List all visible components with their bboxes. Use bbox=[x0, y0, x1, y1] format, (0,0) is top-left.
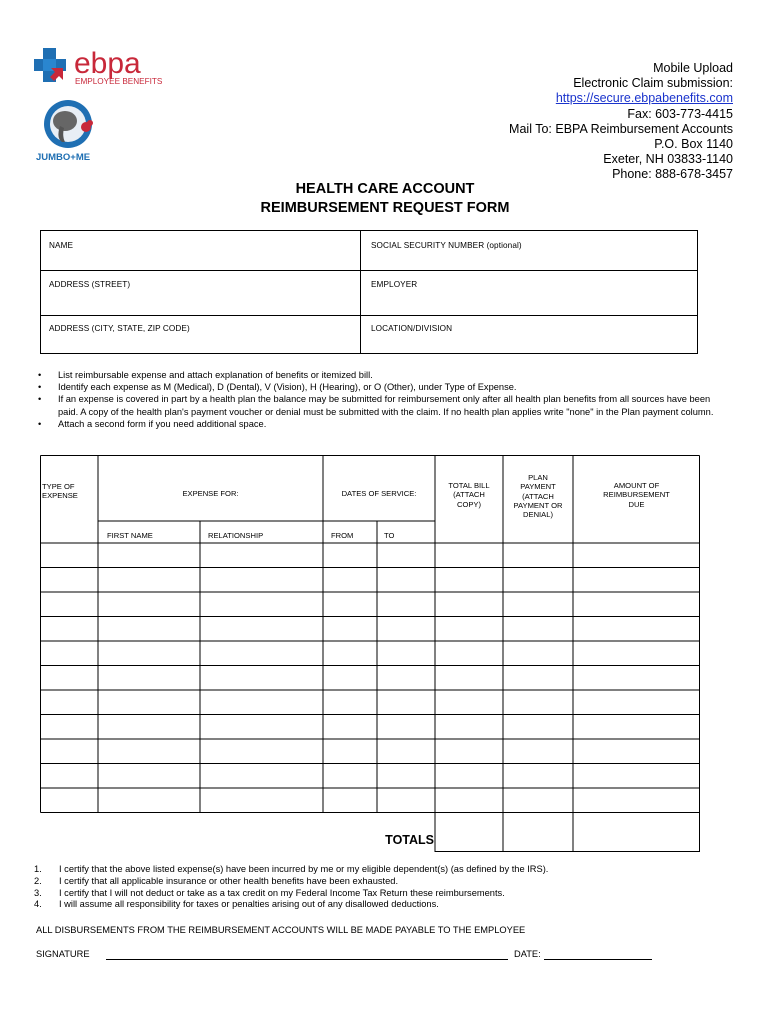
disbursement-note: ALL DISBURSEMENTS FROM THE REIMBURSEMENT ACCOUNTS WILL BE MADE PAYABLE TO THE EMPLOYEE bbox=[36, 925, 526, 935]
header-expense-for: EXPENSE FOR: bbox=[182, 489, 239, 498]
form-title-line2: REIMBURSEMENT REQUEST FORM bbox=[260, 200, 510, 216]
certification-item: 4. I will assume all responsibility for taxes or penalties arising out of any disallowed deductions. bbox=[34, 899, 439, 910]
form-title-line1: HEALTH CARE ACCOUNT bbox=[295, 181, 475, 197]
certification-list bbox=[34, 864, 548, 911]
ssn-field[interactable]: SOCIAL SECURITY NUMBER (optional) bbox=[371, 241, 522, 250]
instruction-item: • List reimbursable expense and attach explanation of benefits or itemized bill. bbox=[38, 370, 373, 380]
expense-table bbox=[40, 455, 700, 852]
header-total-bill: TOTAL BILL (ATTACH COPY) bbox=[448, 481, 490, 509]
employee-info-box bbox=[40, 230, 698, 354]
totals-label: TOTALS bbox=[385, 833, 434, 847]
bullet-icon: • bbox=[38, 382, 42, 393]
medical-cross-icon bbox=[34, 48, 66, 82]
claim-submission-link[interactable]: https://secure.ebpabenefits.com bbox=[555, 91, 733, 106]
info-divider bbox=[360, 231, 361, 353]
jumbo-me-logo bbox=[34, 98, 114, 164]
signature-label: SIGNATURE bbox=[36, 949, 90, 959]
form-title bbox=[0, 180, 770, 218]
subheader-first-name: FIRST NAME bbox=[107, 531, 153, 540]
instruction-item: • Identify each expense as M (Medical), D (Dental), V (Vision), H (Hearing), or O (Other), under Type of Expense. bbox=[38, 382, 517, 393]
signature-line[interactable] bbox=[106, 959, 508, 960]
subheader-to: TO bbox=[384, 531, 395, 540]
contact-block bbox=[509, 61, 733, 183]
certification-item: 2. I certify that all applicable insurance or other health benefits have been exhausted. bbox=[34, 875, 399, 886]
subheader-from: FROM bbox=[331, 531, 354, 540]
header-type-of-expense: TYPE OF EXPENSE bbox=[42, 482, 78, 501]
instruction-item: • If an expense is covered in part by a health plan the balance may be submitted for reimbursement only after all health plan benefits from all sources have been paid. A copy of the health plan's payment voucher or denial must be submitted with the claim. If no health plan applies write "none" in the Plan payment column. bbox=[38, 394, 714, 417]
elephant-emblem-icon bbox=[44, 100, 93, 148]
phone-number: Phone: 888-678-3457 bbox=[612, 167, 733, 182]
mobile-upload: Mobile Upload bbox=[653, 61, 733, 75]
subheader-relationship: RELATIONSHIP bbox=[208, 531, 264, 540]
address-city-field[interactable]: ADDRESS (CITY, STATE, ZIP CODE) bbox=[49, 324, 190, 333]
info-row-divider bbox=[41, 315, 697, 316]
employer-field[interactable]: EMPLOYER bbox=[371, 280, 418, 289]
instructions-list bbox=[38, 369, 728, 430]
city-state-zip: Exeter, NH 03833-1140 bbox=[603, 152, 733, 167]
instruction-item: • Attach a second form if you need additional space. bbox=[38, 418, 267, 429]
ebpa-logo-text: ebpa bbox=[74, 47, 141, 80]
fax-number: Fax: 603-773-4415 bbox=[627, 106, 733, 121]
expense-table-grid bbox=[40, 455, 700, 852]
electronic-submission-label: Electronic Claim submission: bbox=[573, 76, 733, 91]
location-division-field[interactable]: LOCATION/DIVISION bbox=[371, 324, 453, 333]
po-box: P.O. Box 1140 bbox=[654, 137, 733, 152]
ebpa-logo-tagline: EMPLOYEE BENEFITS bbox=[75, 77, 163, 86]
header-plan-payment: PLAN PAYMENT (ATTACH PAYMENT OR DENIAL) bbox=[513, 473, 563, 520]
mail-to: Mail To: EBPA Reimbursement Accounts bbox=[509, 121, 733, 136]
jumbo-me-text: JUMBO+ME bbox=[36, 152, 91, 163]
name-field[interactable]: NAME bbox=[49, 241, 74, 250]
bullet-icon: • bbox=[38, 370, 42, 380]
bullet-icon: • bbox=[38, 418, 42, 429]
date-label: DATE: bbox=[514, 949, 541, 959]
address-street-field[interactable]: ADDRESS (STREET) bbox=[49, 280, 131, 289]
header-dates-of-service: DATES OF SERVICE: bbox=[341, 489, 417, 498]
ebpa-logo bbox=[34, 46, 194, 90]
certification-item: 1. I certify that the above listed expense(s) have been incurred by me or my eligible dependent(s) (as defined by the IRS). bbox=[34, 864, 549, 874]
date-line[interactable] bbox=[544, 959, 652, 960]
bullet-icon: • bbox=[38, 394, 42, 405]
certification-item: 3. I certify that I will not deduct or take as a tax credit on my Federal Income Tax Return these reimbursements. bbox=[34, 887, 505, 898]
info-row-divider bbox=[41, 270, 697, 271]
header-amount-due: AMOUNT OF REIMBURSEMENT DUE bbox=[603, 481, 670, 509]
